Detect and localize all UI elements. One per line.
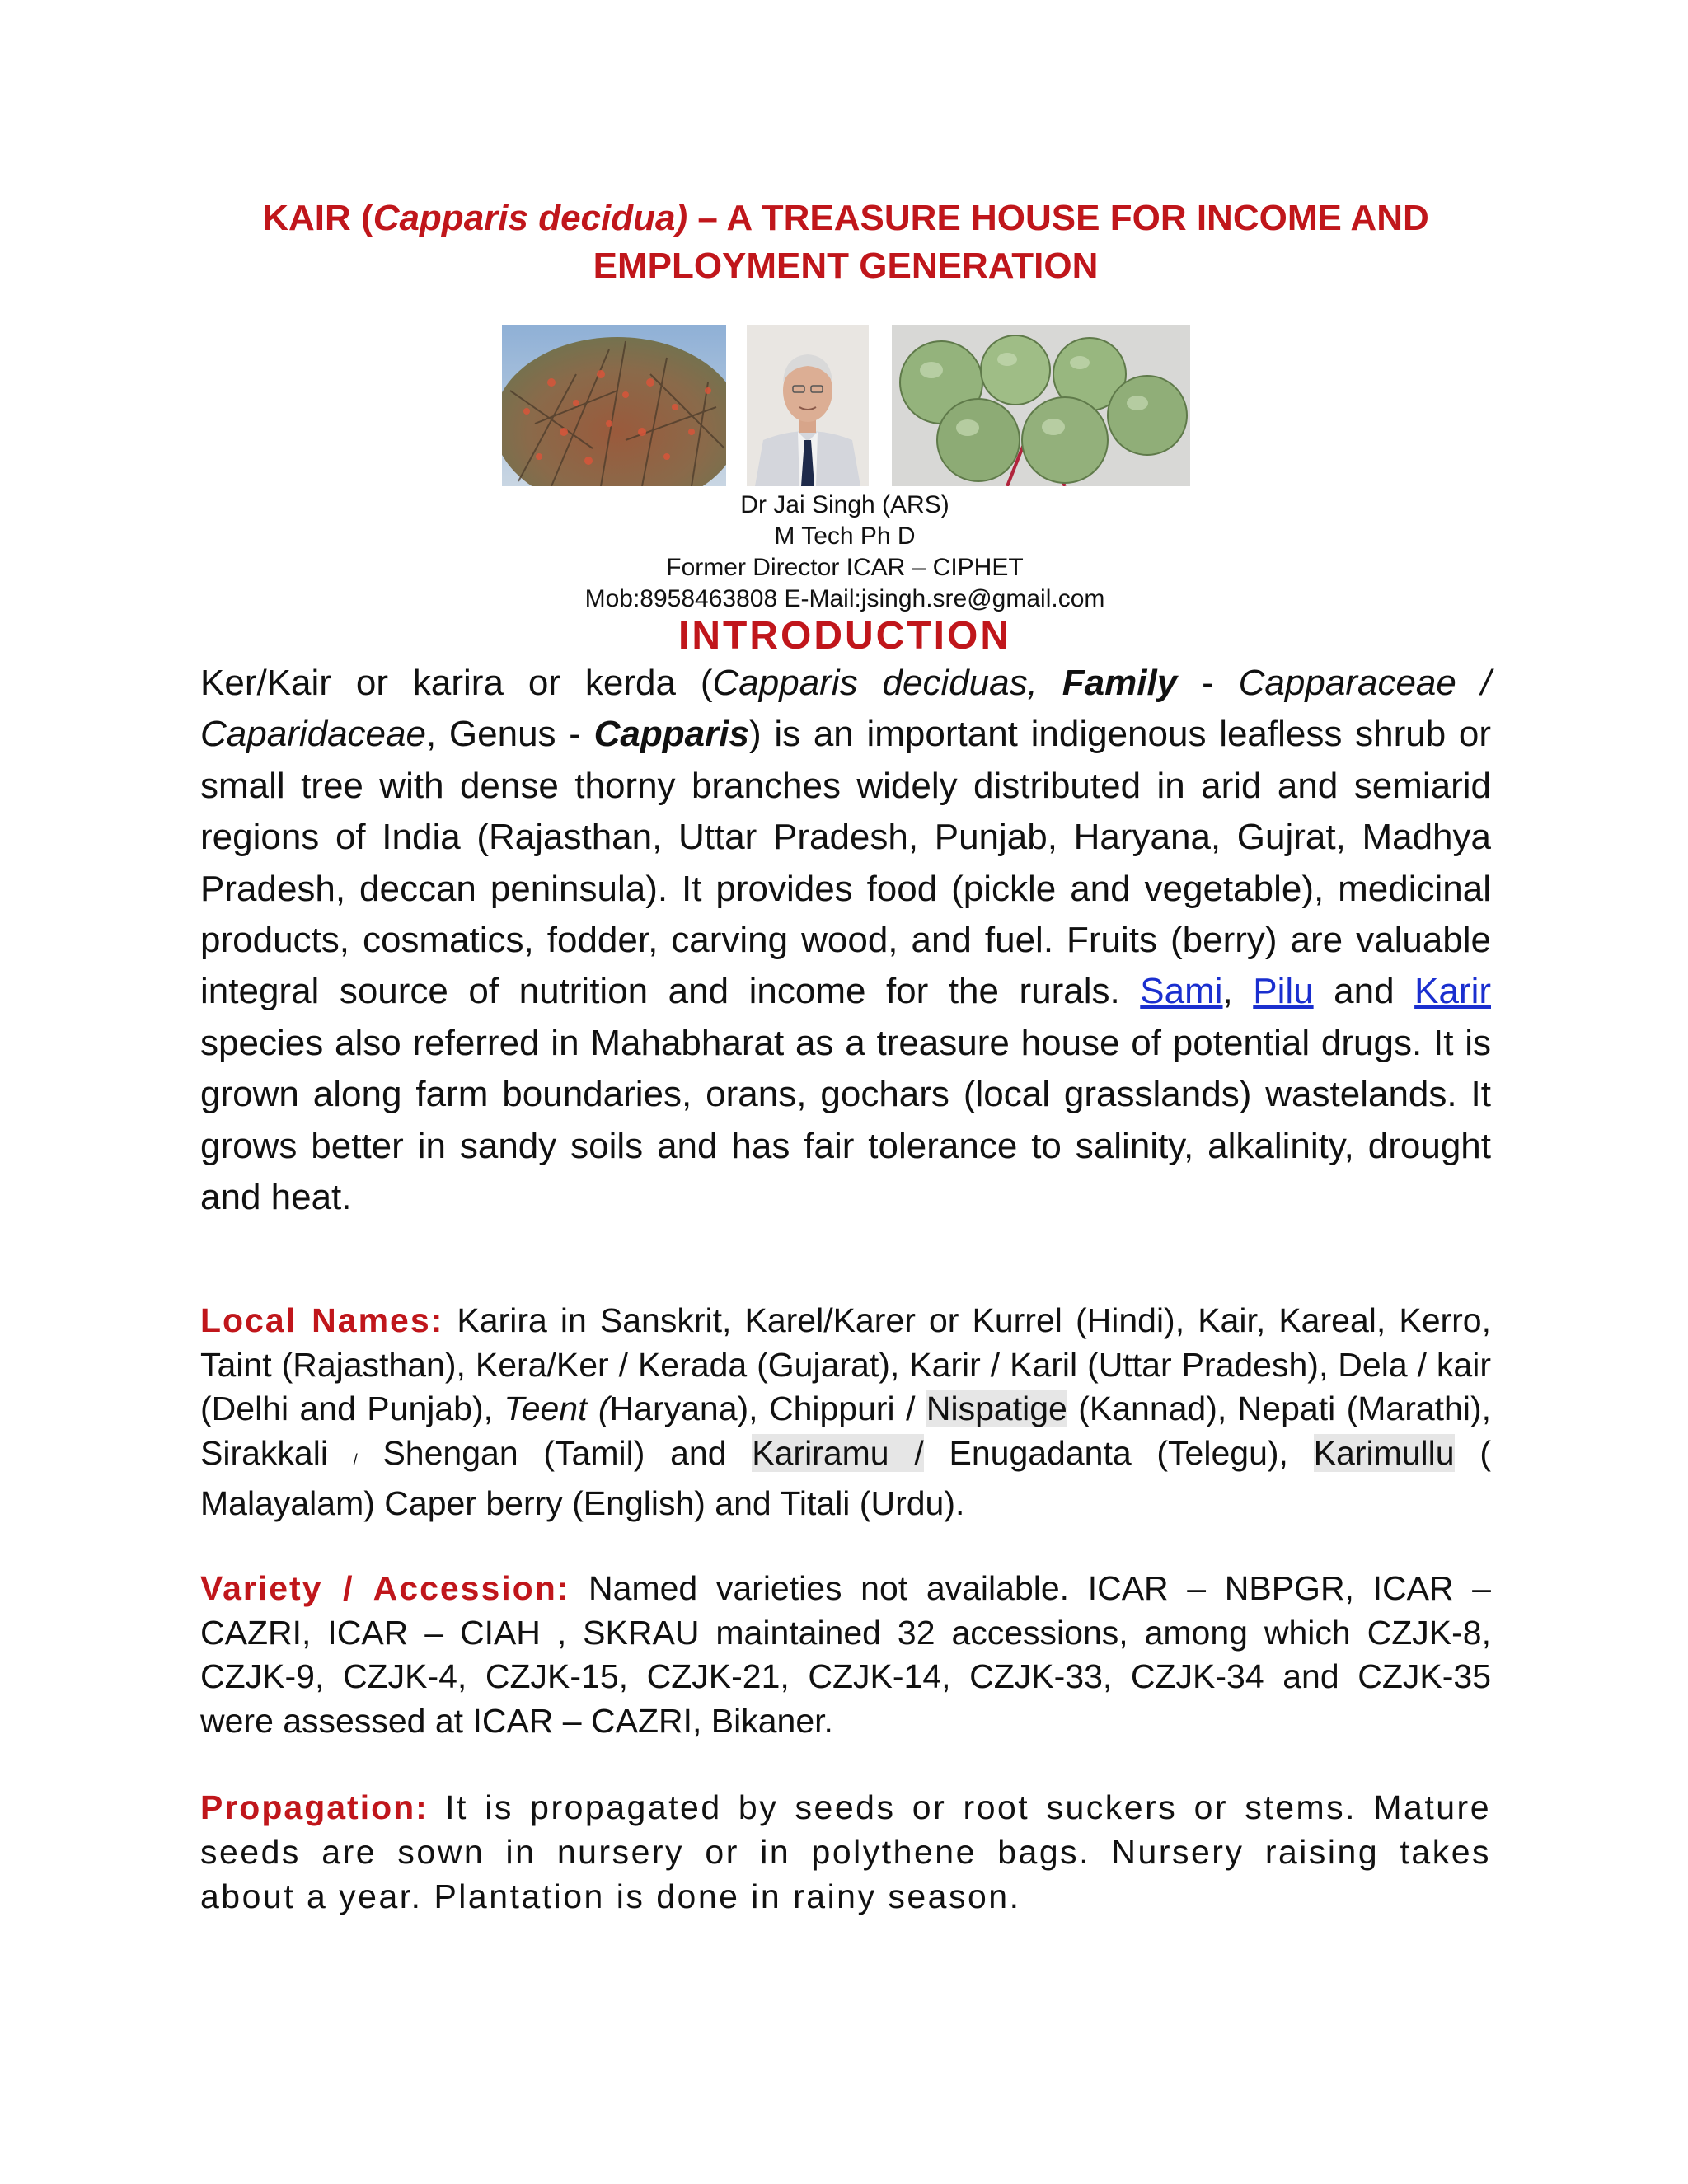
title-line1-rest: – A TREASURE HOUSE FOR INCOME AND	[687, 198, 1429, 238]
intro-text: species also referred in Mahabharat as a treasure house of potential drugs. It is grown along farm boundaries, orans, gochars (local grasslands) wastelands. It grows better in sandy soils and has fair tolerance to salinity, alkalinity, drought and heat.	[200, 1022, 1491, 1218]
intro-family-label: Family	[1062, 663, 1178, 703]
intro-genus-name: Capparis	[593, 714, 749, 755]
intro-family-name: Capparaceae / Caparidaceae	[200, 663, 1491, 755]
highlighted-name: Nispatige	[926, 1390, 1067, 1427]
author-name: Dr Jai Singh (ARS)	[740, 491, 950, 518]
local-names-label: Local Names:	[200, 1301, 444, 1339]
propagation-paragraph	[200, 1785, 1491, 1919]
local-names-text: Enugadanta (Telegu),	[923, 1433, 1314, 1472]
title-species: Capparis decidua)	[373, 198, 688, 238]
document-title	[200, 194, 1491, 290]
propagation-label: Propagation:	[200, 1788, 429, 1826]
local-names-text: Karira in Sanskrit, Karel/Karer or Kurrel (Hindi), Kair, Kareal, Kerro, Taint (Rajasthan), Kera/Ker / Kerada (Gujarat), Karir / Karil (Uttar Pradesh), Dela / kair (Delhi and Punjab),	[200, 1301, 1491, 1427]
local-names-text: (Kannad), Nepati (Marathi), Sirakkali	[200, 1390, 1492, 1472]
author-degree: M Tech Ph D	[774, 523, 916, 550]
introduction-paragraph	[200, 658, 1491, 1223]
intro-text: ) is an important indigenous leafless shrub or small tree with dense thorny branches widely distributed in arid and semiarid regions of India (Rajasthan, Uttar Pradesh, Punjab, Haryana, Gujrat, Madhya Pradesh, deccan peninsula). It provides food (pickle and vegetable), medicinal products, cosmatics, fodder, carving wood, and fuel. Fruits (berry) are valuable integral source of nutrition and income for the rurals.	[200, 714, 1492, 1012]
intro-species-italic: Capparis deciduas,	[712, 663, 1062, 703]
highlighted-name: Karimullu	[1313, 1433, 1455, 1472]
title-prefix: KAIR (	[262, 198, 373, 238]
intro-text: ,	[1222, 971, 1254, 1012]
author-contact: Mob:8958463808 E-Mail:jsingh.sre@gmail.com	[584, 585, 1105, 612]
intro-text: , Genus -	[425, 714, 594, 755]
author-block	[495, 490, 1195, 615]
kair-berries-photo	[892, 325, 1190, 486]
local-names-text: ( Malayalam) Caper berry (English) and Titali (Urdu).	[200, 1433, 1491, 1522]
photo-strip	[0, 325, 1688, 490]
variety-text: Named varieties not available. ICAR – NBPGR, ICAR – CAZRI, ICAR – CIAH , SKRAU maintained 32 accessions, among which CZJK-8, CZJK-9, CZJK-4, CZJK-15, CZJK-21, CZJK-14, CZJK-33, CZJK-34 and CZJK-35 were assessed at ICAR – CAZRI, Bikaner.	[200, 1569, 1491, 1740]
sami-link[interactable]: Sami	[1140, 971, 1223, 1012]
title-line2: EMPLOYMENT GENERATION	[593, 246, 1099, 286]
variety-label: Variety / Accession:	[200, 1569, 570, 1607]
kair-shrub-photo	[502, 325, 726, 486]
local-names-italic: Teent (	[504, 1390, 610, 1427]
intro-text: Ker/Kair or karira or kerda (	[200, 663, 713, 703]
highlighted-name: Kariramu /	[752, 1433, 924, 1472]
intro-text: and	[1313, 971, 1415, 1012]
local-names-text: Shengan (Tamil) and	[357, 1433, 753, 1472]
introduction-heading: INTRODUCTION	[678, 614, 1011, 658]
author-portrait-photo	[747, 325, 869, 486]
variety-paragraph	[200, 1567, 1491, 1743]
karir-link[interactable]: Karir	[1414, 971, 1491, 1012]
local-names-slash: /	[353, 1451, 358, 1468]
pilu-link[interactable]: Pilu	[1253, 971, 1314, 1012]
propagation-text: It is propagated by seeds or root suckers or stems. Mature seeds are sown in nursery or in polythene bags. Nursery raising takes about a year. Plantation is done in rainy season.	[200, 1788, 1491, 1915]
local-names-paragraph	[200, 1299, 1491, 1526]
intro-text: -	[1177, 663, 1239, 703]
local-names-text: Haryana), Chippuri /	[609, 1390, 926, 1427]
author-position: Former Director ICAR – CIPHET	[666, 554, 1024, 581]
